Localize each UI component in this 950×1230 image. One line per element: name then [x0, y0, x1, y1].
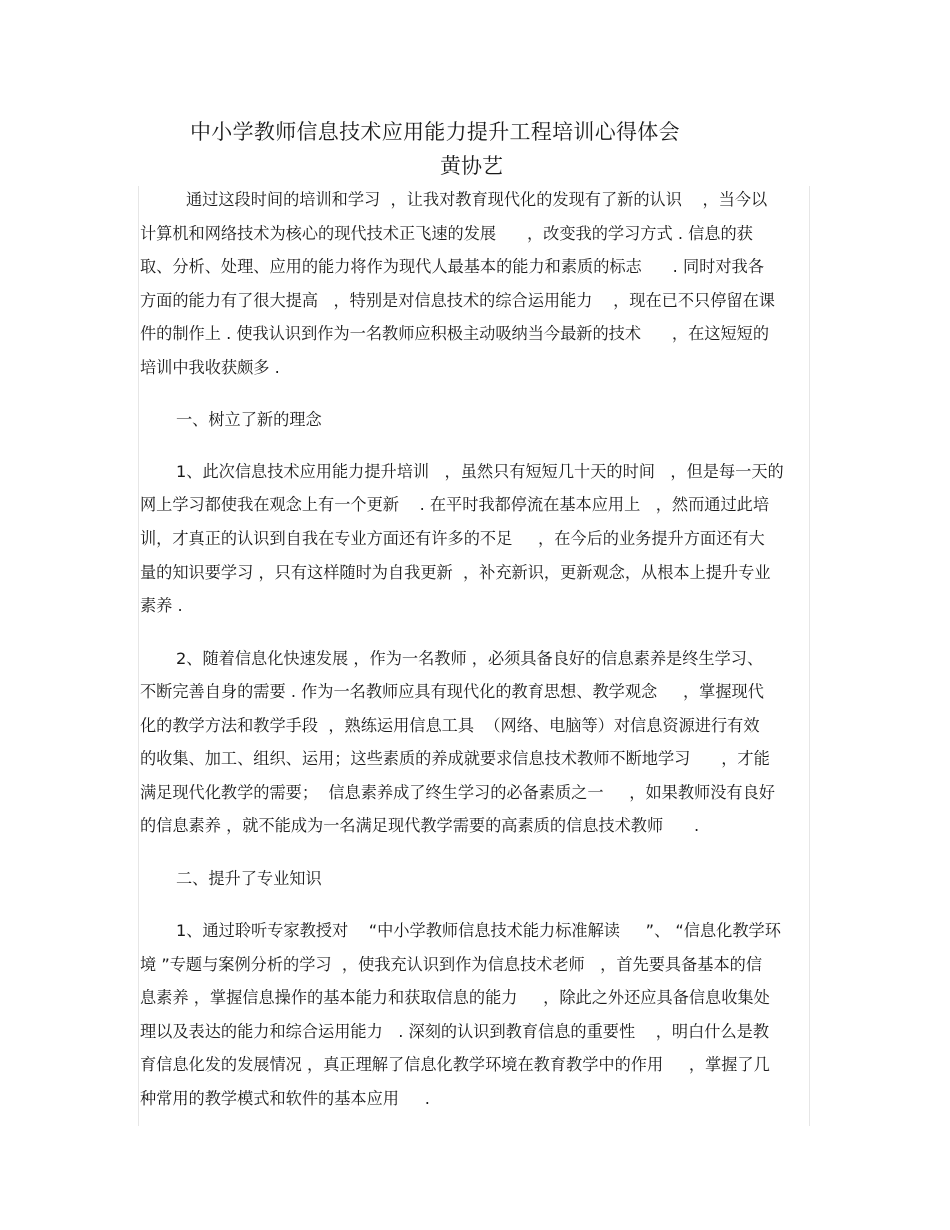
body-line: 不断完善自身的需要 . 作为一名教师应具有现代化的教育思想、教学观念 ，掌握现代 — [140, 682, 764, 701]
body-line: 1、此次信息技术应用能力提升培训 ，虽然只有短短几十天的时间 ，但是每一天的 — [176, 462, 784, 481]
body-line: 2、随着信息化快速发展 ，作为一名教师 ，必须具备良好的信息素养是终生学习、 — [176, 649, 764, 668]
body-line: 量的知识要学习 ，只有这样随时为自我更新 ，补充新识，更新观念，从根本上提升专业 — [140, 563, 771, 582]
document-author: 黄协艺 — [440, 154, 503, 178]
body-line: 满足现代化教学的需要； 信息素养成了终生学习的必备素质之一 ，如果教师没有良好 — [140, 783, 775, 802]
body-line: 方面的能力有了很大提高 ，特别是对信息技术的综合运用能力 ，现在已不只停留在课 — [140, 291, 775, 310]
body-line: 网上学习都使我在观念上有一个更新 . 在平时我都停流在基本应用上 ，然而通过此培 — [140, 495, 770, 514]
body-line: 种常用的教学模式和软件的基本应用 . — [140, 1089, 430, 1108]
body-line: 化的教学方法和教学手段 ，熟练运用信息工具 （网络、电脑等）对信息资源进行有效 — [140, 716, 760, 735]
body-line: 训，才真正的认识到自我在专业方面还有许多的不足 ，在今后的业务提升方面还有大 — [140, 529, 765, 548]
section-heading: 一、树立了新的理念 — [176, 410, 322, 429]
body-line: 理以及表达的能力和综合运用能力 . 深刻的认识到教育信息的重要性 ，明白什么是教 — [140, 1022, 770, 1041]
body-line: 计算机和网络技术为核心的现代技术正飞速的发展 ，改变我的学习方式 . 信息的获 — [140, 224, 753, 243]
body-line: 的收集、加工、组织、运用；这些素质的养成就要求信息技术教师不断地学习 ，才能 — [140, 749, 770, 768]
body-line: 素养 . — [140, 596, 183, 615]
body-line: 的信息素养 ，就不能成为一名满足现代教学需要的高素质的信息技术教师 . — [140, 816, 700, 835]
section-heading: 二、提升了专业知识 — [176, 869, 322, 888]
right-margin-rule — [809, 186, 810, 1126]
body-line: 1、通过聆听专家教授对 “中小学教师信息技术能力标准解读 ”、 “信息化教学环 — [176, 921, 781, 940]
left-margin-rule — [138, 186, 139, 1126]
body-line: 取、分析、处理、应用的能力将作为现代人最基本的能力和素质的标志 . 同时对我各 — [140, 257, 764, 276]
body-line: 件的制作上 . 使我认识到作为一名教师应积极主动吸纳当今最新的技术 ，在这短短的 — [140, 324, 770, 343]
body-line: 通过这段时间的培训和学习 ，让我对教育现代化的发现有了新的认识 ，当今以 — [186, 190, 768, 209]
document-title: 中小学教师信息技术应用能力提升工程培训心得体会 — [190, 120, 680, 144]
body-line: 培训中我收获颇多 . — [140, 358, 280, 377]
body-line: 育信息化发的发展情况 ，真正理解了信息化教学环境在教育教学中的作用 ，掌握了几 — [140, 1055, 770, 1074]
body-line: 息素养 ，掌握信息操作的基本能力和获取信息的能力 ，除此之外还应具备信息收集处 — [140, 988, 770, 1007]
body-line: 境 ”专题与案例分析的学习 ，使我充认识到作为信息技术老师 ，首先要具备基本的信 — [140, 955, 763, 974]
